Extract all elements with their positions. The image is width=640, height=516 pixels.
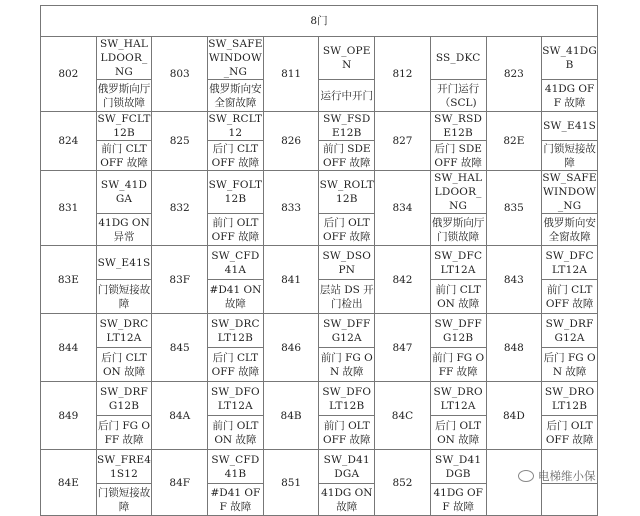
fault-description: #D41 OFF 故障 (208, 484, 264, 516)
fault-name: SW_D41DGA (319, 450, 375, 484)
fault-code: 827 (375, 112, 431, 171)
fault-code: 84E (41, 450, 97, 516)
fault-name: SW_DRFG12B (96, 382, 152, 416)
table-row (41, 37, 598, 80)
fault-code: 847 (375, 314, 431, 382)
fault-name: SW_DFOLT12A (208, 382, 264, 416)
table-row (41, 246, 598, 280)
fault-description: 后门 SDE OFF 故障 (430, 141, 486, 171)
fault-code: 851 (263, 450, 319, 516)
fault-description: 41DG OFF 故障 (542, 80, 598, 112)
fault-name: SW_FCLT12B (97, 113, 151, 139)
fault-name: SW_41DGA (96, 171, 152, 214)
fault-code: 803 (152, 37, 208, 112)
fault-code: 844 (41, 314, 97, 382)
fault-code: 823 (486, 37, 542, 112)
fault-name: SW_FSDE12B (319, 112, 375, 141)
fault-name: SW_SAFEWINDOW_NG (208, 38, 263, 78)
fault-description: 41DG ON 故障 (319, 484, 375, 516)
watermark (518, 468, 596, 484)
wechat-icon (518, 470, 534, 482)
fault-name: SW_E41S (542, 112, 598, 141)
fault-name: SW_CFD41A (208, 246, 264, 280)
fault-code: 841 (263, 246, 319, 314)
fault-code: 811 (263, 37, 319, 112)
fault-code: 84A (152, 382, 208, 450)
fault-description (542, 484, 598, 516)
fault-description: 俄罗斯向安全窗故障 (542, 214, 598, 246)
table-row (41, 314, 598, 348)
fault-description: 层站 DS 开门检出 (319, 280, 375, 314)
fault-description: 开门运行（SCL) (430, 80, 486, 112)
fault-code: 812 (375, 37, 431, 112)
fault-name: SW_OPEN (319, 37, 375, 80)
fault-name: SS_DKC (430, 37, 486, 80)
fault-code: 825 (152, 112, 208, 171)
fault-code: 83E (41, 246, 97, 314)
fault-name: SW_DFFG12A (319, 314, 375, 348)
fault-code: 84C (375, 382, 431, 450)
fault-description: 俄罗斯向厅门锁故障 (430, 214, 486, 246)
fault-name: SW_SAFEWINDOW_NG (542, 172, 597, 212)
fault-description: #D41 ON 故障 (208, 280, 264, 314)
fault-description: 前门 CLT OFF 故障 (542, 280, 598, 314)
fault-description: 俄罗斯向厅门锁故障 (96, 80, 152, 112)
fault-code: 843 (486, 246, 542, 314)
fault-code: 845 (152, 314, 208, 382)
fault-description: 后门 CLT OFF 故障 (208, 141, 264, 171)
fault-description: 后门 OLT OFF 故障 (319, 214, 375, 246)
fault-description: 门锁短接故障 (96, 484, 152, 516)
table-title-row (41, 6, 598, 37)
fault-description: 前门 CLT ON 故障 (430, 280, 486, 314)
fault-code: 84F (152, 450, 208, 516)
fault-name: SW_E41S (96, 246, 152, 280)
fault-name: SW_FRE41S12 (96, 450, 152, 484)
table-row (41, 450, 598, 484)
fault-description: 前门 OLT OFF 故障 (208, 214, 264, 246)
fault-description: 后门 FG ON 故障 (542, 348, 598, 382)
fault-code: 833 (263, 171, 319, 246)
fault-code: 83F (152, 246, 208, 314)
fault-code: 852 (375, 450, 431, 516)
fault-description: 后门 CLT ON 故障 (96, 348, 152, 382)
fault-description: 门锁短接故障 (96, 280, 152, 314)
table-row (41, 112, 598, 141)
fault-name: SW_FOLT12B (208, 171, 264, 214)
fault-description: 前门 SDE OFF 故障 (319, 141, 375, 171)
fault-name: SW_DROLT12A (430, 382, 486, 416)
fault-name: SW_ROLT12B (319, 171, 375, 214)
fault-code: 842 (375, 246, 431, 314)
fault-description: 后门 OLT OFF 故障 (542, 416, 598, 450)
fault-code: 831 (41, 171, 97, 246)
fault-name: SW_RCLT12 (208, 113, 263, 139)
fault-description: 俄罗斯向安全窗故障 (208, 80, 264, 112)
fault-code: 84B (263, 382, 319, 450)
fault-description: 前门 OLT OFF 故障 (319, 416, 375, 450)
fault-name: SW_HALLDOOR_NG (96, 37, 152, 80)
fault-code: 832 (152, 171, 208, 246)
fault-code: 846 (263, 314, 319, 382)
fault-name: SW_41DGB (542, 37, 598, 80)
table-title: 8门 (41, 6, 598, 37)
fault-name: SW_DFCLT12A (430, 246, 486, 280)
fault-name: SW_HALLDOOR_NG (430, 171, 486, 214)
fault-description: 运行中开门 (319, 80, 375, 112)
fault-code: 82E (486, 112, 542, 171)
fault-code: 826 (263, 112, 319, 171)
fault-description: 前门 OLT ON 故障 (208, 416, 264, 450)
fault-name: SW_DRCLT12A (96, 314, 152, 348)
fault-name: SW_DFOLT12B (319, 382, 375, 416)
fault-name: SW_DSOPN (319, 246, 375, 280)
fault-name: SW_D41DGB (430, 450, 486, 484)
fault-name: SW_RSDE12B (430, 112, 486, 141)
fault-name: SW_DFFG12B (430, 314, 486, 348)
table-row (41, 382, 598, 416)
fault-code: 834 (375, 171, 431, 246)
fault-name: SW_DFCLT12A (542, 246, 598, 280)
fault-name: SW_DRCLT12B (208, 314, 264, 348)
fault-description: 门锁短接故障 (543, 142, 596, 169)
fault-description: 41DG OFF 故障 (430, 484, 486, 516)
fault-name: SW_CFD41B (208, 450, 264, 484)
fault-description: 前门 CLT OFF 故障 (96, 141, 152, 171)
fault-description: 后门 FG OFF 故障 (96, 416, 152, 450)
fault-description: 后门 OLT ON 故障 (430, 416, 486, 450)
fault-description: 41DG ON 异常 (96, 214, 152, 246)
fault-description: 后门 CLT OFF 故障 (208, 348, 264, 382)
fault-name: SW_DROLT12B (542, 382, 598, 416)
fault-code: 849 (41, 382, 97, 450)
fault-description: 前门 FG OFF 故障 (430, 348, 486, 382)
fault-code: 835 (486, 171, 542, 246)
fault-code: 802 (41, 37, 97, 112)
fault-code: 848 (486, 314, 542, 382)
fault-code: 84D (486, 382, 542, 450)
fault-code: 824 (41, 112, 97, 171)
fault-description: 前门 FG ON 故障 (319, 348, 375, 382)
table-row (41, 171, 598, 214)
fault-name: SW_DRFG12A (542, 314, 598, 348)
watermark-text: 电梯维小保 (538, 469, 596, 483)
fault-code-table (40, 5, 598, 516)
